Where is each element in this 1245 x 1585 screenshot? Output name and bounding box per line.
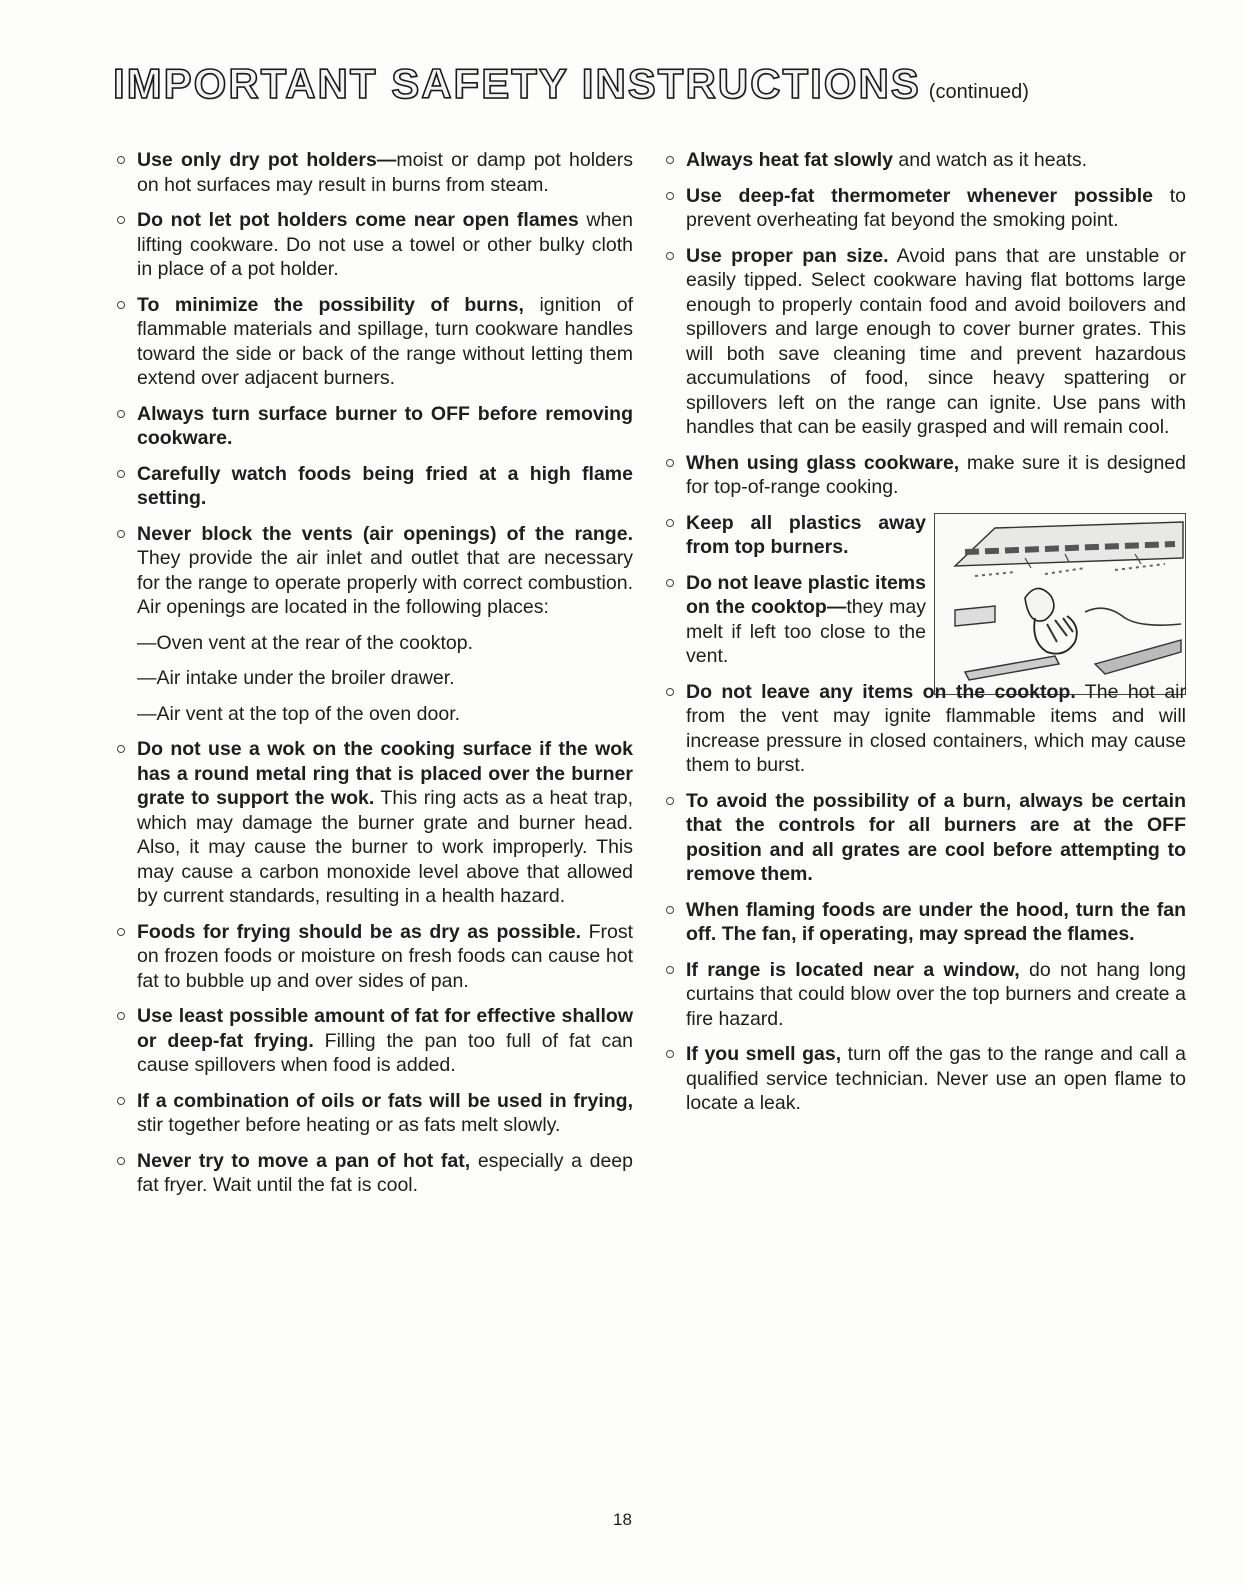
bullet-icon [666, 252, 674, 260]
item-text: moist or damp pot holders on hot surfaces may result in burns from steam. [137, 149, 633, 196]
bullet-icon [117, 530, 125, 538]
safety-item [113, 920, 633, 994]
bullet-icon [666, 1050, 674, 1058]
bullet-icon [666, 966, 674, 974]
vent-location: —Air vent at the top of the oven door. [137, 702, 461, 725]
bullet-icon [666, 797, 674, 805]
item-text: They provide the air inlet and outlet that are necessary for the range to operate properly with correct combustion. Air openings are located in the following places: [137, 547, 633, 618]
page-title [113, 60, 1029, 108]
safety-item [113, 208, 633, 282]
item-heading: Use proper pan size. [686, 244, 889, 267]
bullet-icon [666, 906, 674, 914]
item-text: stir together before heating or as fats melt slowly. [137, 1114, 561, 1136]
bullet-icon [117, 928, 125, 936]
safety-item [662, 1042, 1186, 1116]
item-heading: When using glass cookware, [686, 451, 960, 474]
safety-item [113, 462, 633, 511]
bullet-icon [117, 1157, 125, 1165]
item-heading: If you smell gas, [686, 1043, 842, 1065]
safety-item [113, 1004, 633, 1078]
safety-item [113, 1149, 633, 1198]
bullet-icon [117, 1097, 125, 1105]
item-heading: If range is located near a window, [686, 958, 1020, 981]
bullet-icon [117, 410, 125, 418]
item-text: they may melt if left too close to the vent. [686, 596, 926, 667]
page-number: 18 [613, 1510, 632, 1529]
item-text: do not hang long curtains that could blow over the top burners and create a fire hazard. [686, 958, 1186, 1030]
title-text: IMPORTANT SAFETY INSTRUCTIONS [113, 60, 921, 107]
item-text: Avoid pans that are unstable or easily tipped. Select cookware having flat bottoms large enough to properly contain food and avoid boilovers and spillovers and large enough to cover burner grates. This will both save cleaning time and prevent hazardous accumulations of food, since heavy spattering or spillovers left on the range can ignite. Use pans with handles that can be easily grasped and will remain cool. [686, 244, 1186, 438]
item-heading: When flaming foods are under the hood, turn the fan off. The fan, if operating, may spread the flames. [686, 898, 1186, 945]
item-heading: Never try to move a pan of hot fat, [137, 1149, 471, 1172]
item-heading: Always heat fat slowly [686, 149, 893, 171]
safety-item [113, 522, 633, 620]
item-text: especially a deep fat fryer. Wait until the fat is cool. [137, 1149, 633, 1196]
item-text: when lifting cookware. Do not use a towel or other bulky cloth in place of a pot holder. [137, 209, 633, 280]
item-heading: If a combination of oils or fats will be used in frying, [137, 1089, 633, 1112]
item-heading: Use only dry pot holders— [137, 149, 397, 171]
safety-item [113, 148, 633, 197]
item-text: turn off the gas to the range and call a qualified service technician. Never use an open flame to locate a leak. [686, 1043, 1186, 1114]
left-column [113, 148, 633, 1209]
item-heading: To minimize the possibility of burns, [137, 293, 524, 316]
vent-location: —Air intake under the broiler drawer. [137, 667, 455, 689]
vent-location: —Oven vent at the rear of the cooktop. [137, 631, 474, 654]
item-text: Filling the pan too full of fat can cause spillovers when food is added. [137, 1029, 633, 1076]
title-continued: (continued) [928, 81, 1029, 103]
item-heading: Foods for frying should be as dry as possible. [137, 920, 582, 943]
item-heading: Never block the vents (air openings) of the range. [137, 522, 633, 545]
bullet-icon [666, 519, 674, 527]
bullet-icon [666, 688, 674, 696]
bullet-icon [666, 192, 674, 200]
safety-item [662, 789, 1186, 887]
safety-item [662, 148, 1186, 173]
item-text: to prevent overheating fat beyond the smoking point. [686, 184, 1187, 231]
safety-item [113, 1089, 633, 1138]
item-text: ignition of flammable materials and spillage, turn cookware handles toward the side or back of the range without letting them extend over adjacent burners. [137, 293, 633, 389]
bullet-icon [117, 470, 125, 478]
bullet-icon [117, 1012, 125, 1020]
safety-item [113, 293, 633, 391]
item-heading: Do not let pot holders come near open flames [137, 209, 579, 231]
item-heading: To avoid the possibility of a burn, always be certain that the controls for all burners are at the OFF position and all grates are cool before attempting to remove them. [686, 789, 1186, 885]
vent-section [662, 511, 1186, 778]
bullet-icon [117, 216, 125, 224]
item-text: and watch as it heats. [893, 149, 1088, 171]
safety-item [662, 244, 1186, 440]
item-heading: Keep all plastics away from top burners. [686, 511, 926, 558]
item-heading: Carefully watch foods being fried at a high flame setting. [137, 462, 633, 509]
item-text: Frost on frozen foods or moisture on fresh foods can cause hot fat to bubble up and over sides of pan. [137, 920, 634, 992]
bullet-icon [117, 156, 125, 164]
safety-item [662, 184, 1186, 233]
bullet-icon [117, 745, 125, 753]
bullet-icon [666, 459, 674, 467]
item-heading: Use deep-fat thermometer whenever possible [686, 184, 1153, 207]
right-column [662, 148, 1186, 1127]
safety-item [662, 451, 1186, 500]
safety-item [113, 402, 633, 451]
safety-item [113, 737, 633, 909]
safety-item [662, 958, 1186, 1032]
item-heading: Do not leave any items on the cooktop. [686, 680, 1076, 703]
safety-item [662, 571, 1186, 669]
item-heading: Do not use a wok on the cooking surface if the wok has a round metal ring that is placed over the burner grate to support the wok. [137, 738, 633, 809]
item-heading: Always turn surface burner to OFF before removing cookware. [137, 402, 633, 449]
bullet-icon [666, 156, 674, 164]
safety-item [662, 680, 1186, 778]
item-heading: Do not leave plastic items on the cooktop— [686, 571, 926, 618]
safety-item [662, 898, 1186, 947]
item-heading: Use least possible amount of fat for effective shallow or deep-fat frying. [137, 1005, 633, 1052]
bullet-icon [666, 579, 674, 587]
item-text: The hot air from the vent may ignite flammable items and will increase pressure in closed containers, which may cause them to burst. [686, 680, 1186, 776]
item-text: make sure it is designed for top-of-range cooking. [686, 451, 1186, 498]
item-text: This ring acts as a heat trap, which may damage the burner grate and burner head. Also, it may cause the burner to work improperly. This may cause a carbon monoxide level above that allowed by current standards, resulting in a health hazard. [137, 787, 633, 907]
safety-item [662, 511, 1186, 560]
bullet-icon [117, 301, 125, 309]
